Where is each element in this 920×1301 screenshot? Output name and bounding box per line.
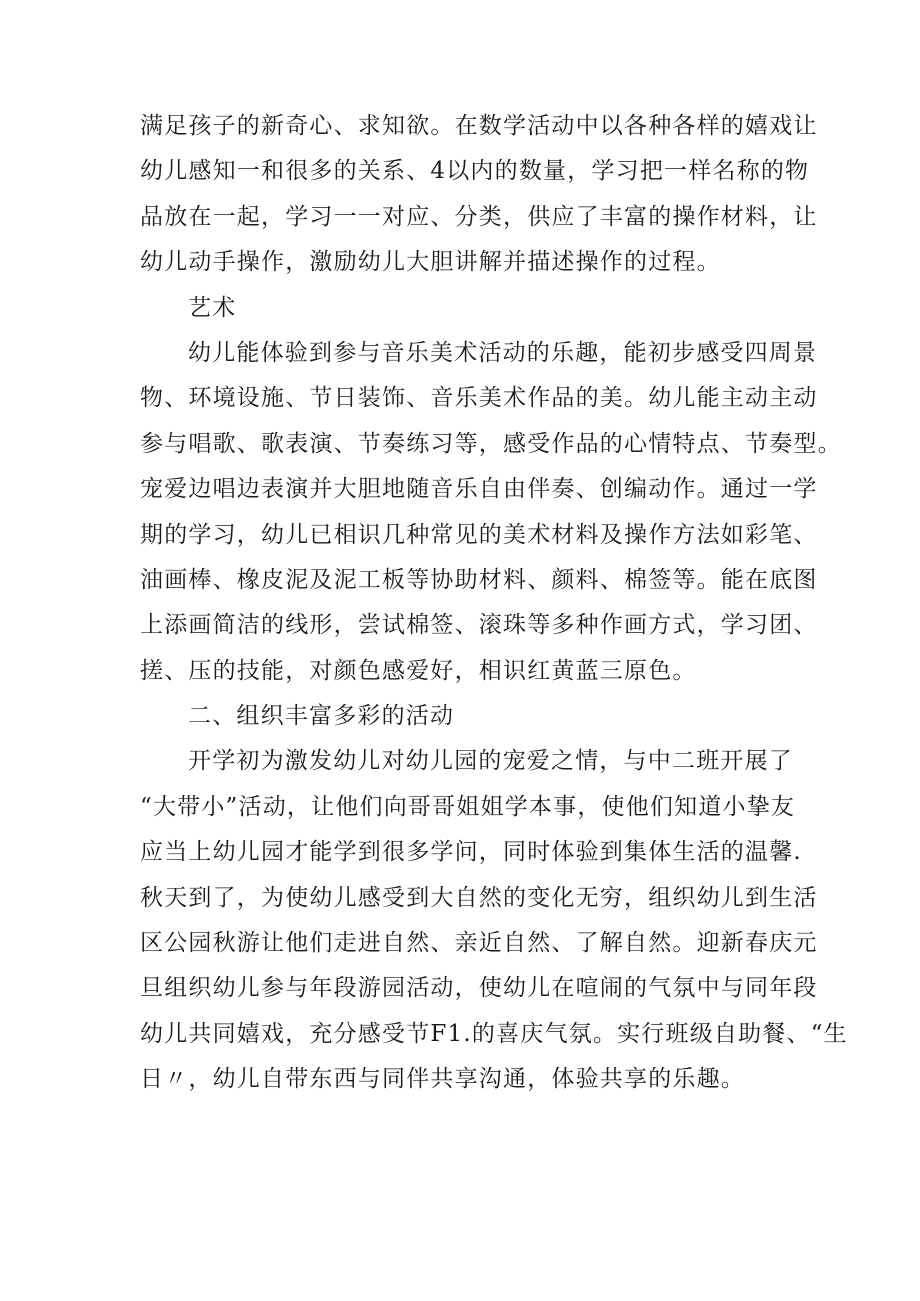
text-line: 品放在一起，学习一一对应、分类，供应了丰富的操作材料，让 xyxy=(140,203,818,230)
document-body xyxy=(140,104,848,1103)
text-line: 幼儿共同嬉戏，充分感受节F1.的喜庆气氛。实行班级自助餐、“生 xyxy=(140,1020,848,1047)
text-line: 参与唱歌、歌表演、节奏练习等，感受作品的心情特点、节奏型。 xyxy=(140,430,842,457)
text-line: 开学初为激发幼儿对幼儿园的宠爱之情，与中二班开展了 xyxy=(188,748,793,775)
text-line: 幼儿感知一和很多的关系、4以内的数量，学习把一样名称的物 xyxy=(140,158,810,185)
text-line: 期的学习，幼儿已相识几种常见的美术材料及操作方法如彩笔、 xyxy=(140,521,818,548)
text-line: “大带小”活动，让他们向哥哥姐姐学本事，使他们知道小挚友 xyxy=(140,793,796,820)
text-line: 搓、压的技能，对颜色感爱好，相识红黄蓝三原色。 xyxy=(140,657,697,684)
text-line: 油画棒、橡皮泥及泥工板等协助材料、颜料、棉签等。能在底图 xyxy=(140,566,818,593)
text-line: 旦组织幼儿参与年段游园活动，使幼儿在喧闹的气氛中与同年段 xyxy=(140,975,818,1002)
text-line: 秋天到了，为使幼儿感受到大自然的变化无穷，组织幼儿到生活 xyxy=(140,884,818,911)
text-line: 日〃，幼儿自带东西与同伴共享沟通，体验共享的乐趣。 xyxy=(140,1066,745,1093)
text-line: 满足孩子的新奇心、求知欲。在数学活动中以各种各样的嬉戏让 xyxy=(140,113,818,139)
text-line: 区公园秋游让他们走进自然、亲近自然、了解自然。迎新春庆元 xyxy=(140,930,818,957)
text-line: 幼儿动手操作，激励幼儿大胆讲解并描述操作的过程。 xyxy=(140,249,721,276)
text-line: 幼儿能体验到参与音乐美术活动的乐趣，能初步感受四周景 xyxy=(188,339,818,366)
section-heading-activities: 二、组织丰富多彩的活动 xyxy=(188,703,455,730)
text-line: 宠爱边唱边表演并大胆地随音乐自由伴奏、创编动作。通过一学 xyxy=(140,476,818,503)
text-line: 上添画简洁的线形，尝试棉签、滚珠等多种作画方式，学习团、 xyxy=(140,612,818,639)
text-line: 物、环境设施、节日装饰、音乐美术作品的美。幼儿能主动主动 xyxy=(140,385,818,412)
text-line: 应当上幼儿园才能学到很多学问，同时体验到集体生活的温馨. xyxy=(140,839,802,866)
section-heading-art: 艺术 xyxy=(188,294,237,321)
